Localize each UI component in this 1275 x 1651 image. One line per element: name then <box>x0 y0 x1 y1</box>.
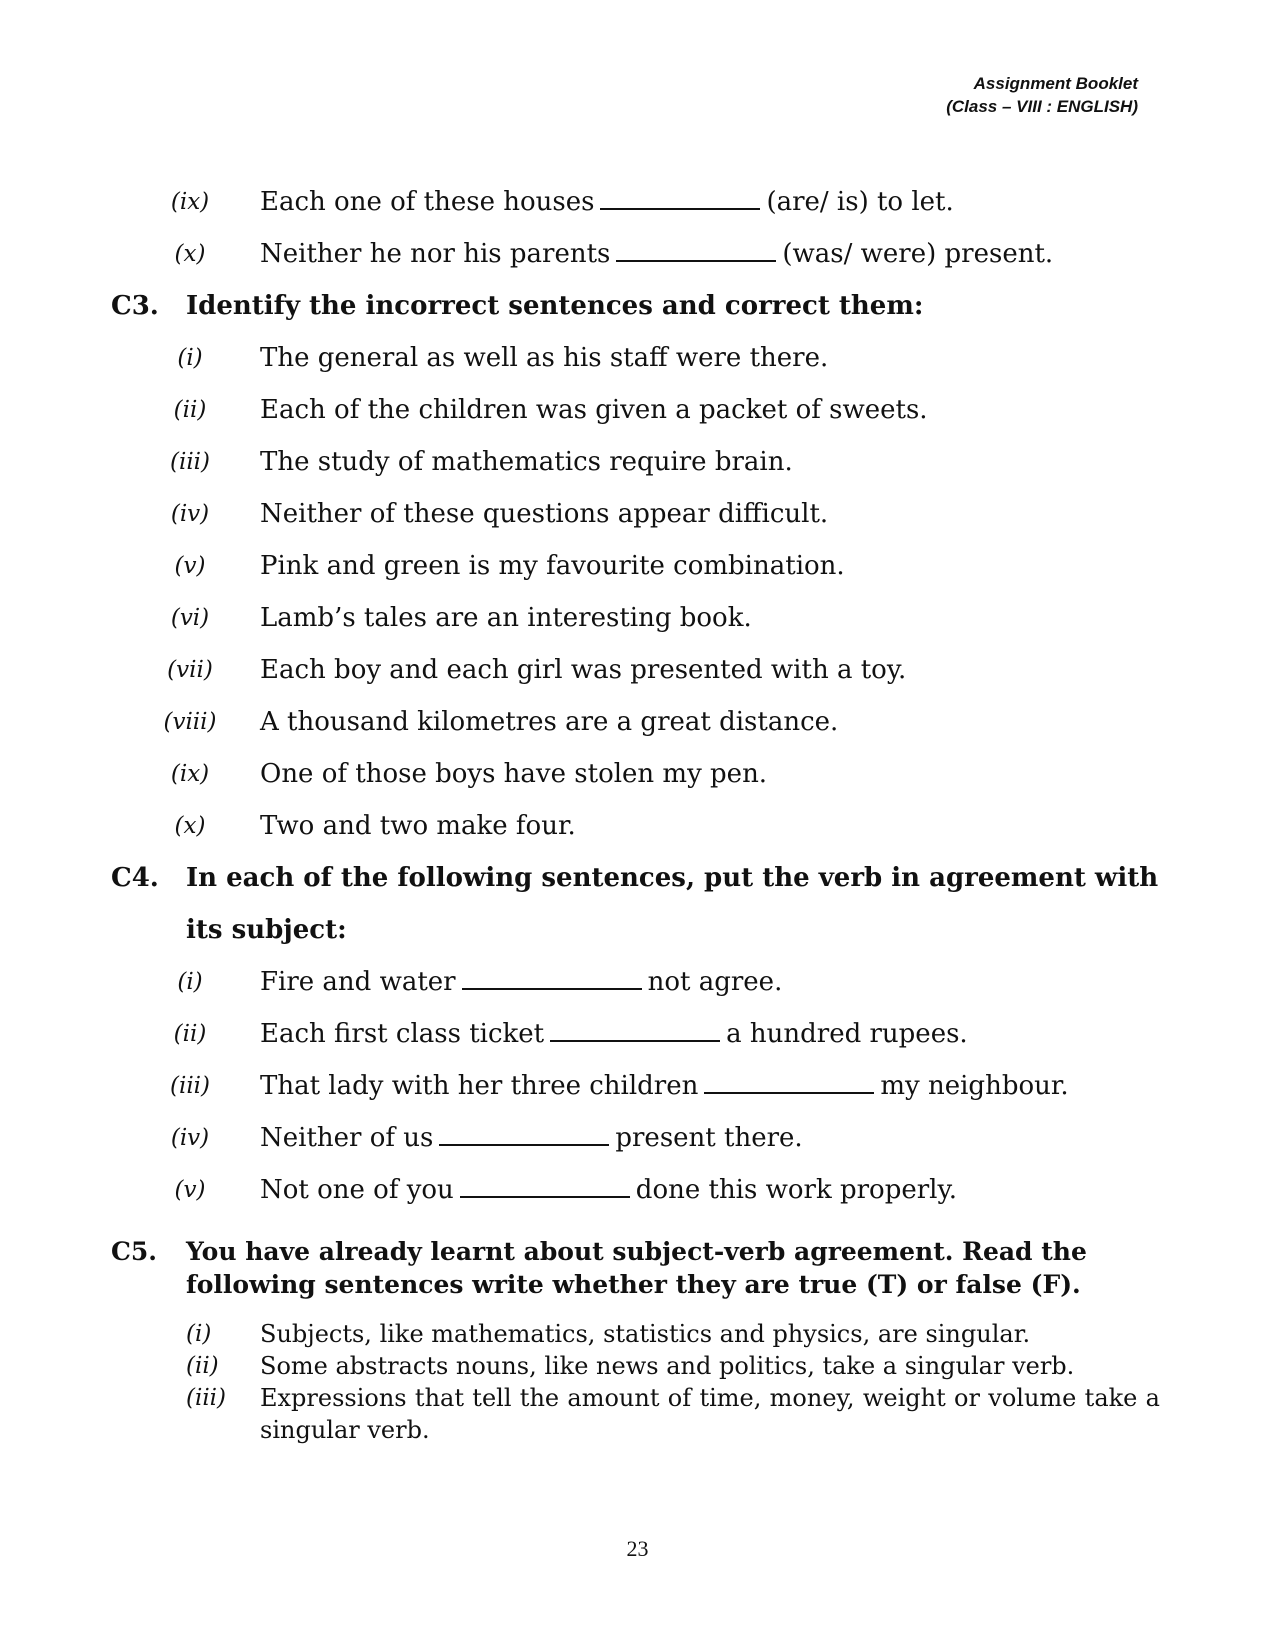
item-number: (iii) <box>186 1385 227 1411</box>
item-number: (i) <box>177 969 203 995</box>
answer-blank <box>616 236 776 262</box>
item-text-after: (was/ were) present. <box>782 239 1054 269</box>
item-number: (x) <box>174 813 206 839</box>
item-number: (ii) <box>173 1021 207 1047</box>
answer-blank <box>600 184 760 210</box>
item-number: (v) <box>174 1177 206 1203</box>
item-text: Subjects, like mathematics, statistics and physics, are singular. <box>260 1320 1031 1348</box>
item-number: (vi) <box>170 605 210 631</box>
list-item <box>0 1118 1275 1158</box>
item-text: That lady with her three children <box>260 1071 699 1101</box>
list-item <box>0 650 1275 690</box>
item-text: Neither he nor his parents <box>260 239 611 269</box>
answer-blank <box>550 1016 720 1042</box>
list-item <box>0 494 1275 534</box>
item-text-after: done this work properly. <box>635 1175 957 1205</box>
item-number: (ix) <box>170 189 210 215</box>
list-item <box>0 1066 1275 1106</box>
list-item <box>0 234 1275 274</box>
item-text: Each boy and each girl was presented with a toy. <box>260 655 907 685</box>
item-text: Some abstracts nouns, like news and politics, take a singular verb. <box>260 1352 1075 1380</box>
item-number: (iv) <box>170 501 210 527</box>
item-text-after: not agree. <box>647 967 783 997</box>
item-number: (vii) <box>167 657 213 683</box>
item-text: Fire and water <box>260 967 456 997</box>
item-text-after: a hundred rupees. <box>726 1019 968 1049</box>
item-text: Not one of you <box>260 1175 454 1205</box>
section-title-c4: In each of the following sentences, put the verb in agreement with <box>186 863 1159 893</box>
item-text: Expressions that tell the amount of time, money, weight or volume take a singular verb. <box>260 1384 1160 1444</box>
list-item <box>0 702 1275 742</box>
page-header <box>946 72 1138 118</box>
list-item <box>0 390 1275 430</box>
answer-blank <box>460 1172 630 1198</box>
item-text: Lamb’s tales are an interesting book. <box>260 603 752 633</box>
page-number: 23 <box>626 1536 649 1561</box>
item-text: The general as well as his staff were there. <box>260 343 829 373</box>
list-item <box>0 754 1275 794</box>
item-text-after: my neighbour. <box>880 1071 1069 1101</box>
section-title-c4-cont: its subject: <box>186 915 347 945</box>
answer-blank <box>462 964 642 990</box>
header-title: Assignment Booklet <box>973 74 1138 93</box>
item-text: Each first class ticket <box>260 1019 545 1049</box>
item-text: Pink and green is my favourite combination. <box>260 551 845 581</box>
list-item <box>0 598 1275 638</box>
header-subtitle: (Class – VIII : ENGLISH) <box>946 97 1138 116</box>
item-number: (v) <box>174 553 206 579</box>
item-text: Each of the children was given a packet of sweets. <box>260 395 928 425</box>
item-text-after: (are/ is) to let. <box>766 187 954 217</box>
item-number: (x) <box>174 241 206 267</box>
item-text: One of those boys have stolen my pen. <box>260 759 768 789</box>
item-number: (iii) <box>169 1073 210 1099</box>
list-item <box>0 546 1275 586</box>
section-label-c5: C5. <box>111 1237 157 1266</box>
list-item <box>0 338 1275 378</box>
item-number: (ix) <box>170 761 210 787</box>
item-text-after: present there. <box>615 1123 803 1153</box>
item-text: A thousand kilometres are a great distance. <box>260 707 839 737</box>
section-label-c4: C4. <box>111 863 159 893</box>
section-title-c5: You have already learnt about subject-verb agreement. Read the following sentences write whether they are true (T) or false (F). <box>186 1237 1087 1299</box>
item-number: (iv) <box>170 1125 210 1151</box>
item-text: Neither of these questions appear difficult. <box>260 499 829 529</box>
list-item <box>0 442 1275 482</box>
item-number: (i) <box>186 1321 212 1347</box>
item-number: (viii) <box>163 709 217 735</box>
list-item <box>0 1170 1275 1210</box>
answer-blank <box>439 1120 609 1146</box>
section-title-c3: Identify the incorrect sentences and correct them: <box>186 291 924 321</box>
item-number: (i) <box>177 345 203 371</box>
list-item <box>0 182 1275 222</box>
list-item <box>0 806 1275 846</box>
item-text: Neither of us <box>260 1123 434 1153</box>
item-number: (iii) <box>169 449 210 475</box>
item-text: Two and two make four. <box>260 811 576 841</box>
section-label-c3: C3. <box>111 291 159 321</box>
item-number: (ii) <box>173 397 207 423</box>
list-item <box>0 1014 1275 1054</box>
item-text: Each one of these houses <box>260 187 595 217</box>
list-item <box>0 962 1275 1002</box>
item-number: (ii) <box>186 1353 219 1379</box>
answer-blank <box>704 1068 874 1094</box>
item-text: The study of mathematics require brain. <box>260 447 793 477</box>
